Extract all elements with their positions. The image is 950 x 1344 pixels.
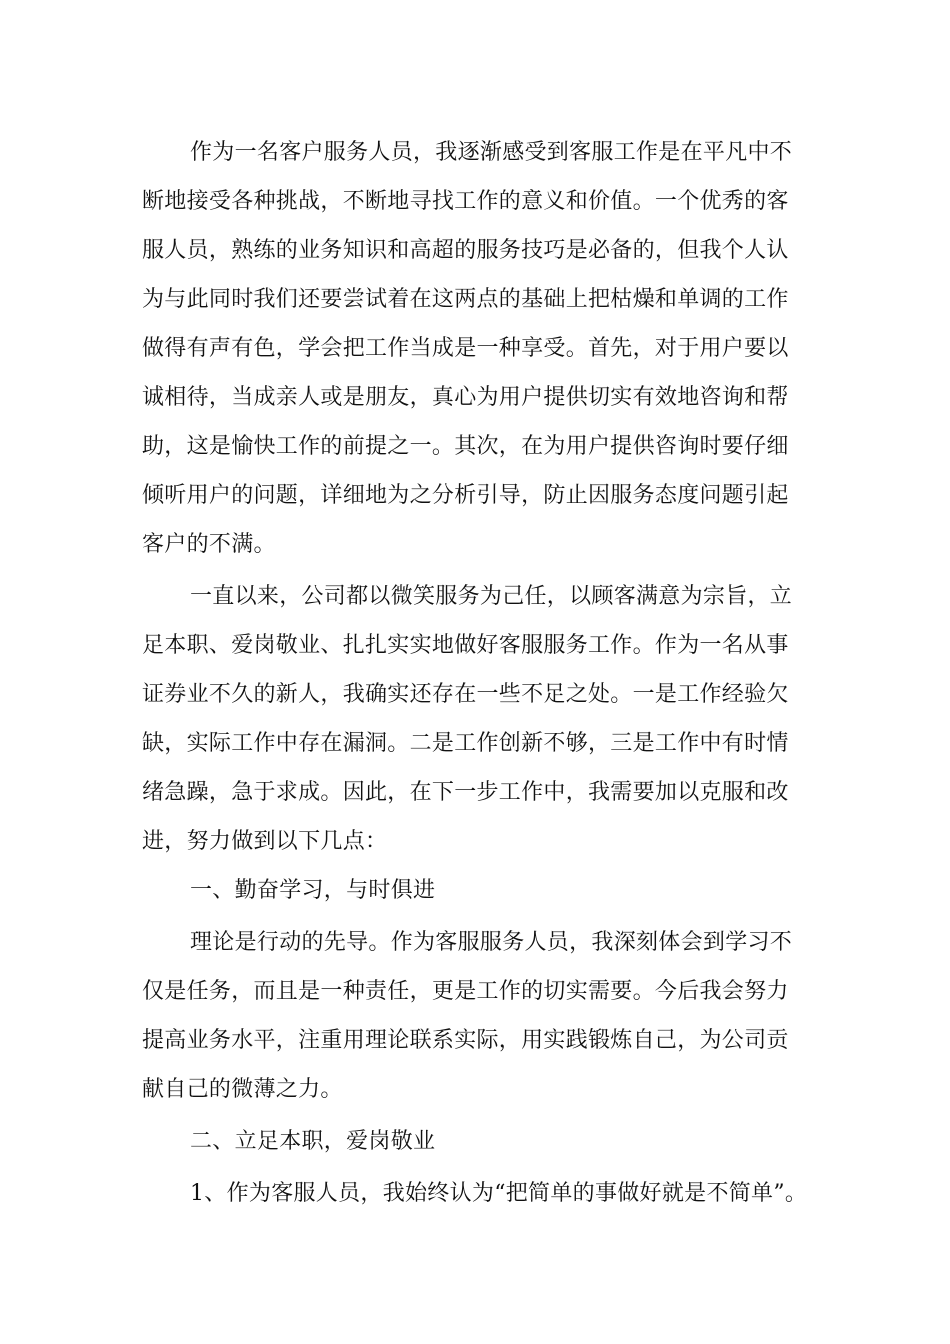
paragraph-customer-service-reflection [142, 128, 808, 569]
text-line: 做得有声有色，学会把工作当成是一种享受。首先，对于用户要以 [142, 336, 789, 361]
text-line: 倾听用户的问题，详细地为之分析引导，防止因服务态度问题引起 [142, 483, 789, 508]
text-line: 进，努力做到以下几点： [142, 829, 388, 854]
section-heading-study [142, 866, 808, 915]
text-line: 证券业不久的新人，我确实还存在一些不足之处。一是工作经验欠 [142, 682, 789, 707]
heading-line: 一、勤奋学习，与时俱进 [190, 878, 436, 903]
text-line: 1、作为客服人员，我始终认为“把简单的事做好就是不简单”。 [190, 1181, 808, 1206]
paragraph-item-one [142, 1169, 808, 1218]
text-line: 服人员，熟练的业务知识和高超的服务技巧是必备的，但我个人认 [142, 238, 789, 263]
text-line: 断地接受各种挑战，不断地寻找工作的意义和价值。一个优秀的客 [142, 189, 789, 214]
text-line: 绪急躁，急于求成。因此，在下一步工作中，我需要加以克服和改 [142, 780, 789, 805]
text-line: 献自己的微薄之力。 [142, 1077, 343, 1102]
heading-line: 二、立足本职，爱岗敬业 [190, 1129, 436, 1154]
text-line: 作为一名客户服务人员，我逐渐感受到客服工作是在平凡中不 [190, 140, 793, 165]
text-line: 足本职、爱岗敬业、扎扎实实地做好客服服务工作。作为一名从事 [142, 633, 789, 658]
text-line: 缺，实际工作中存在漏洞。二是工作创新不够，三是工作中有时情 [142, 731, 789, 756]
paragraph-shortcomings [142, 572, 808, 866]
text-line: 为与此同时我们还要尝试着在这两点的基础上把枯燥和单调的工作 [142, 287, 789, 312]
paragraph-theory-guidance [142, 918, 808, 1114]
document-body [142, 128, 808, 1218]
text-line: 助，这是愉快工作的前提之一。其次，在为用户提供咨询时要仔细 [142, 434, 789, 459]
text-line: 一直以来，公司都以微笑服务为己任，以顾客满意为宗旨，立 [190, 584, 793, 609]
text-line: 理论是行动的先导。作为客服服务人员，我深刻体会到学习不 [190, 930, 793, 955]
section-heading-dedication [142, 1117, 808, 1166]
text-line: 诚相待，当成亲人或是朋友，真心为用户提供切实有效地咨询和帮 [142, 385, 789, 410]
text-line: 仅是任务，而且是一种责任，更是工作的切实需要。今后我会努力 [142, 979, 789, 1004]
text-line: 提高业务水平，注重用理论联系实际，用实践锻炼自己，为公司贡 [142, 1028, 789, 1053]
text-line: 客户的不满。 [142, 532, 276, 557]
